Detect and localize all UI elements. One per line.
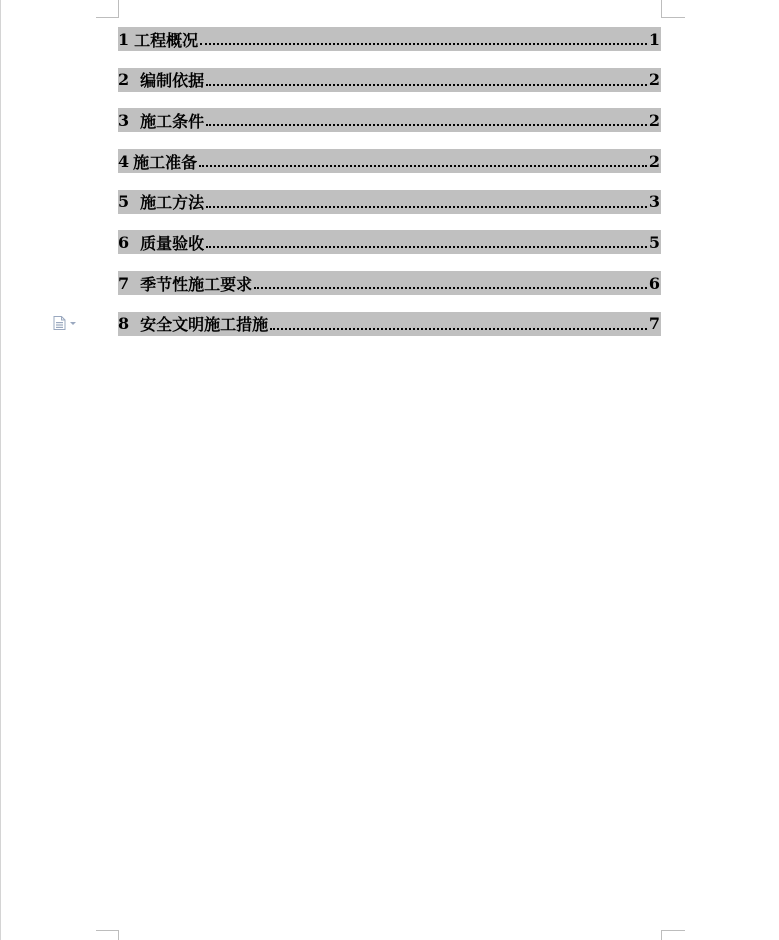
toc-entry-page: 5: [648, 232, 660, 252]
crop-mark-bottom-left-v: [118, 930, 119, 940]
toc-entry-title: 工程概况: [134, 30, 199, 50]
toc-entry-number: 7: [118, 273, 130, 293]
crop-mark-bottom-left-h: [96, 930, 119, 931]
toc-entry-page: 2: [648, 110, 660, 130]
toc-leader-dots: [270, 328, 647, 330]
chevron-down-icon: [70, 322, 76, 325]
toc-entry-number: 8: [118, 314, 130, 334]
toc-entry-page: 7: [648, 314, 660, 334]
crop-mark-bottom-right-h: [661, 930, 685, 931]
toc-leader-dots: [200, 43, 647, 45]
toc-entry-page: 1: [648, 29, 660, 49]
crop-mark-bottom-right-v: [661, 930, 662, 940]
toc-entry-page: 2: [648, 151, 660, 171]
toc-entry-number: 2: [118, 70, 130, 90]
toc-leader-dots: [254, 287, 647, 289]
toc-entry-6[interactable]: [118, 230, 661, 254]
toc-entry-4[interactable]: [118, 149, 661, 173]
toc-leader-dots: [206, 124, 647, 126]
crop-mark-top-left-v: [118, 0, 119, 18]
toc-entry-title: 施工准备: [133, 152, 198, 172]
toc-entry-page: 6: [648, 273, 660, 293]
toc-entry-7[interactable]: [118, 271, 661, 295]
toc-entry-title: 质量验收: [140, 233, 205, 253]
toc-leader-dots: [206, 84, 647, 86]
toc-entry-2[interactable]: [118, 68, 661, 92]
toc-entry-title: 施工条件: [140, 111, 205, 131]
toc-entry-number: 4: [118, 151, 130, 171]
crop-mark-top-right-h: [661, 17, 685, 18]
crop-mark-top-right-v: [661, 0, 662, 18]
toc-leader-dots: [199, 165, 647, 167]
toc-entry-8[interactable]: [118, 312, 661, 336]
toc-entry-page: 3: [648, 192, 660, 212]
page-left-edge: [0, 0, 1, 940]
crop-mark-top-left-h: [96, 17, 119, 18]
toc-leader-dots: [206, 246, 647, 248]
toc-entry-page: 2: [648, 70, 660, 90]
toc-entry-number: 6: [118, 232, 130, 252]
toc-entry-title: 季节性施工要求: [140, 274, 253, 294]
toc-entry-1[interactable]: [118, 27, 661, 51]
toc-entry-title: 编制依据: [140, 71, 205, 91]
toc-entry-number: 5: [118, 192, 130, 212]
toc-entry-number: 1: [118, 29, 130, 49]
toc-entry-number: 3: [118, 110, 130, 130]
paragraph-marker-button[interactable]: [53, 316, 81, 330]
toc-entry-3[interactable]: [118, 108, 661, 132]
document-icon: [53, 316, 66, 330]
toc-entry-title: 安全文明施工措施: [140, 315, 269, 335]
toc-entry-5[interactable]: [118, 190, 661, 214]
toc-entry-title: 施工方法: [140, 193, 205, 213]
toc-leader-dots: [206, 206, 647, 208]
table-of-contents: [118, 27, 661, 353]
